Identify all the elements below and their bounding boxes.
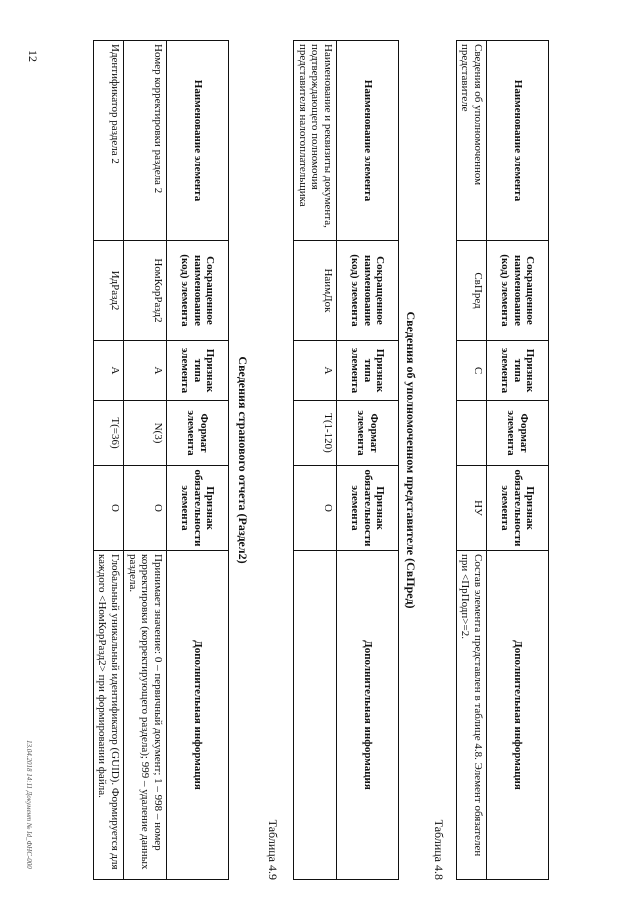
cell-format: N(3) [124, 401, 167, 466]
header-format: Формат элемента [337, 401, 399, 466]
table-heading: Сведения об уполномоченном представителе (СвПред) [404, 311, 418, 609]
cell-type: А [93, 341, 123, 401]
header-name: Наименование элемента [167, 41, 229, 241]
header-info: Дополнительная информация [337, 551, 399, 880]
cell-info: Глобальный уникальный идентификатор (GUID). Формируется для каждого <НомКорРазд2> при формировании файла. [93, 551, 123, 880]
table-header-row [167, 41, 229, 880]
cell-info: Состав элемента представлен в таблице 4.8. Элемент обязателен при <ПрПодп>=2. [456, 551, 486, 880]
table-heading: Сведения странового отчета (Раздел2) [236, 356, 250, 564]
header-type: Признак типа элемента [487, 341, 549, 401]
table-row [124, 41, 167, 880]
cell-type: С [456, 341, 486, 401]
table-4-8 [293, 40, 399, 880]
cell-type: А [124, 341, 167, 401]
cell-format [456, 401, 486, 466]
table-caption: Таблица 4.8 [432, 819, 446, 880]
cell-code: НомКорРазд2 [124, 241, 167, 341]
cell-info: Принимает значение: 0 – первичный документ; 1 – 998 – номер корректировки (корректирующего раздела); 999 – удаление данных раздела. [124, 551, 167, 880]
header-required: Признак обязательности элемента [167, 466, 229, 551]
header-required: Признак обязательности элемента [337, 466, 399, 551]
cell-name: Идентификатор раздела 2 [93, 41, 123, 241]
table-row [294, 41, 337, 880]
cell-format: T(1-120) [294, 401, 337, 466]
header-format: Формат элемента [167, 401, 229, 466]
header-info: Дополнительная информация [167, 551, 229, 880]
cell-name: Сведения об уполномоченном представителе [456, 41, 486, 241]
cell-required: О [124, 466, 167, 551]
cell-required: О [294, 466, 337, 551]
cell-name: Номер корректировки раздела 2 [124, 41, 167, 241]
header-name: Наименование элемента [487, 41, 549, 241]
table-row [93, 41, 123, 880]
table-continuation [456, 40, 549, 880]
cell-code: ИдРазд2 [93, 241, 123, 341]
header-type: Признак типа элемента [337, 341, 399, 401]
cell-name: Наименование и реквизиты документа, подтверждающего полномочия представителя налогоплательщика [294, 41, 337, 241]
rotated-page-content [79, 40, 549, 880]
header-required: Признак обязательности элемента [487, 466, 549, 551]
table-row [456, 41, 486, 880]
header-code: Сокращенное наименование (код) элемента [487, 241, 549, 341]
header-info: Дополнительная информация [487, 551, 549, 880]
header-type: Признак типа элемента [167, 341, 229, 401]
header-format: Формат элемента [487, 401, 549, 466]
cell-required: О [93, 466, 123, 551]
cell-code: СвПред [456, 241, 486, 341]
table-header-row [487, 41, 549, 880]
table-4-9 [93, 40, 229, 880]
cell-code: НаимДок [294, 241, 337, 341]
header-code: Сокращенное наименование (код) элемента [337, 241, 399, 341]
page-number: 12 [26, 50, 40, 62]
cell-required: НУ [456, 466, 486, 551]
header-code: Сокращенное наименование (код) элемента [167, 241, 229, 341]
document-stamp: 13.04.2018 14:11 Документ № Id_ФНС-000 [25, 740, 33, 869]
table-caption: Таблица 4.9 [266, 819, 280, 880]
cell-type: А [294, 341, 337, 401]
cell-format: T(=36) [93, 401, 123, 466]
cell-info [294, 551, 337, 880]
header-name: Наименование элемента [337, 41, 399, 241]
table-header-row [337, 41, 399, 880]
